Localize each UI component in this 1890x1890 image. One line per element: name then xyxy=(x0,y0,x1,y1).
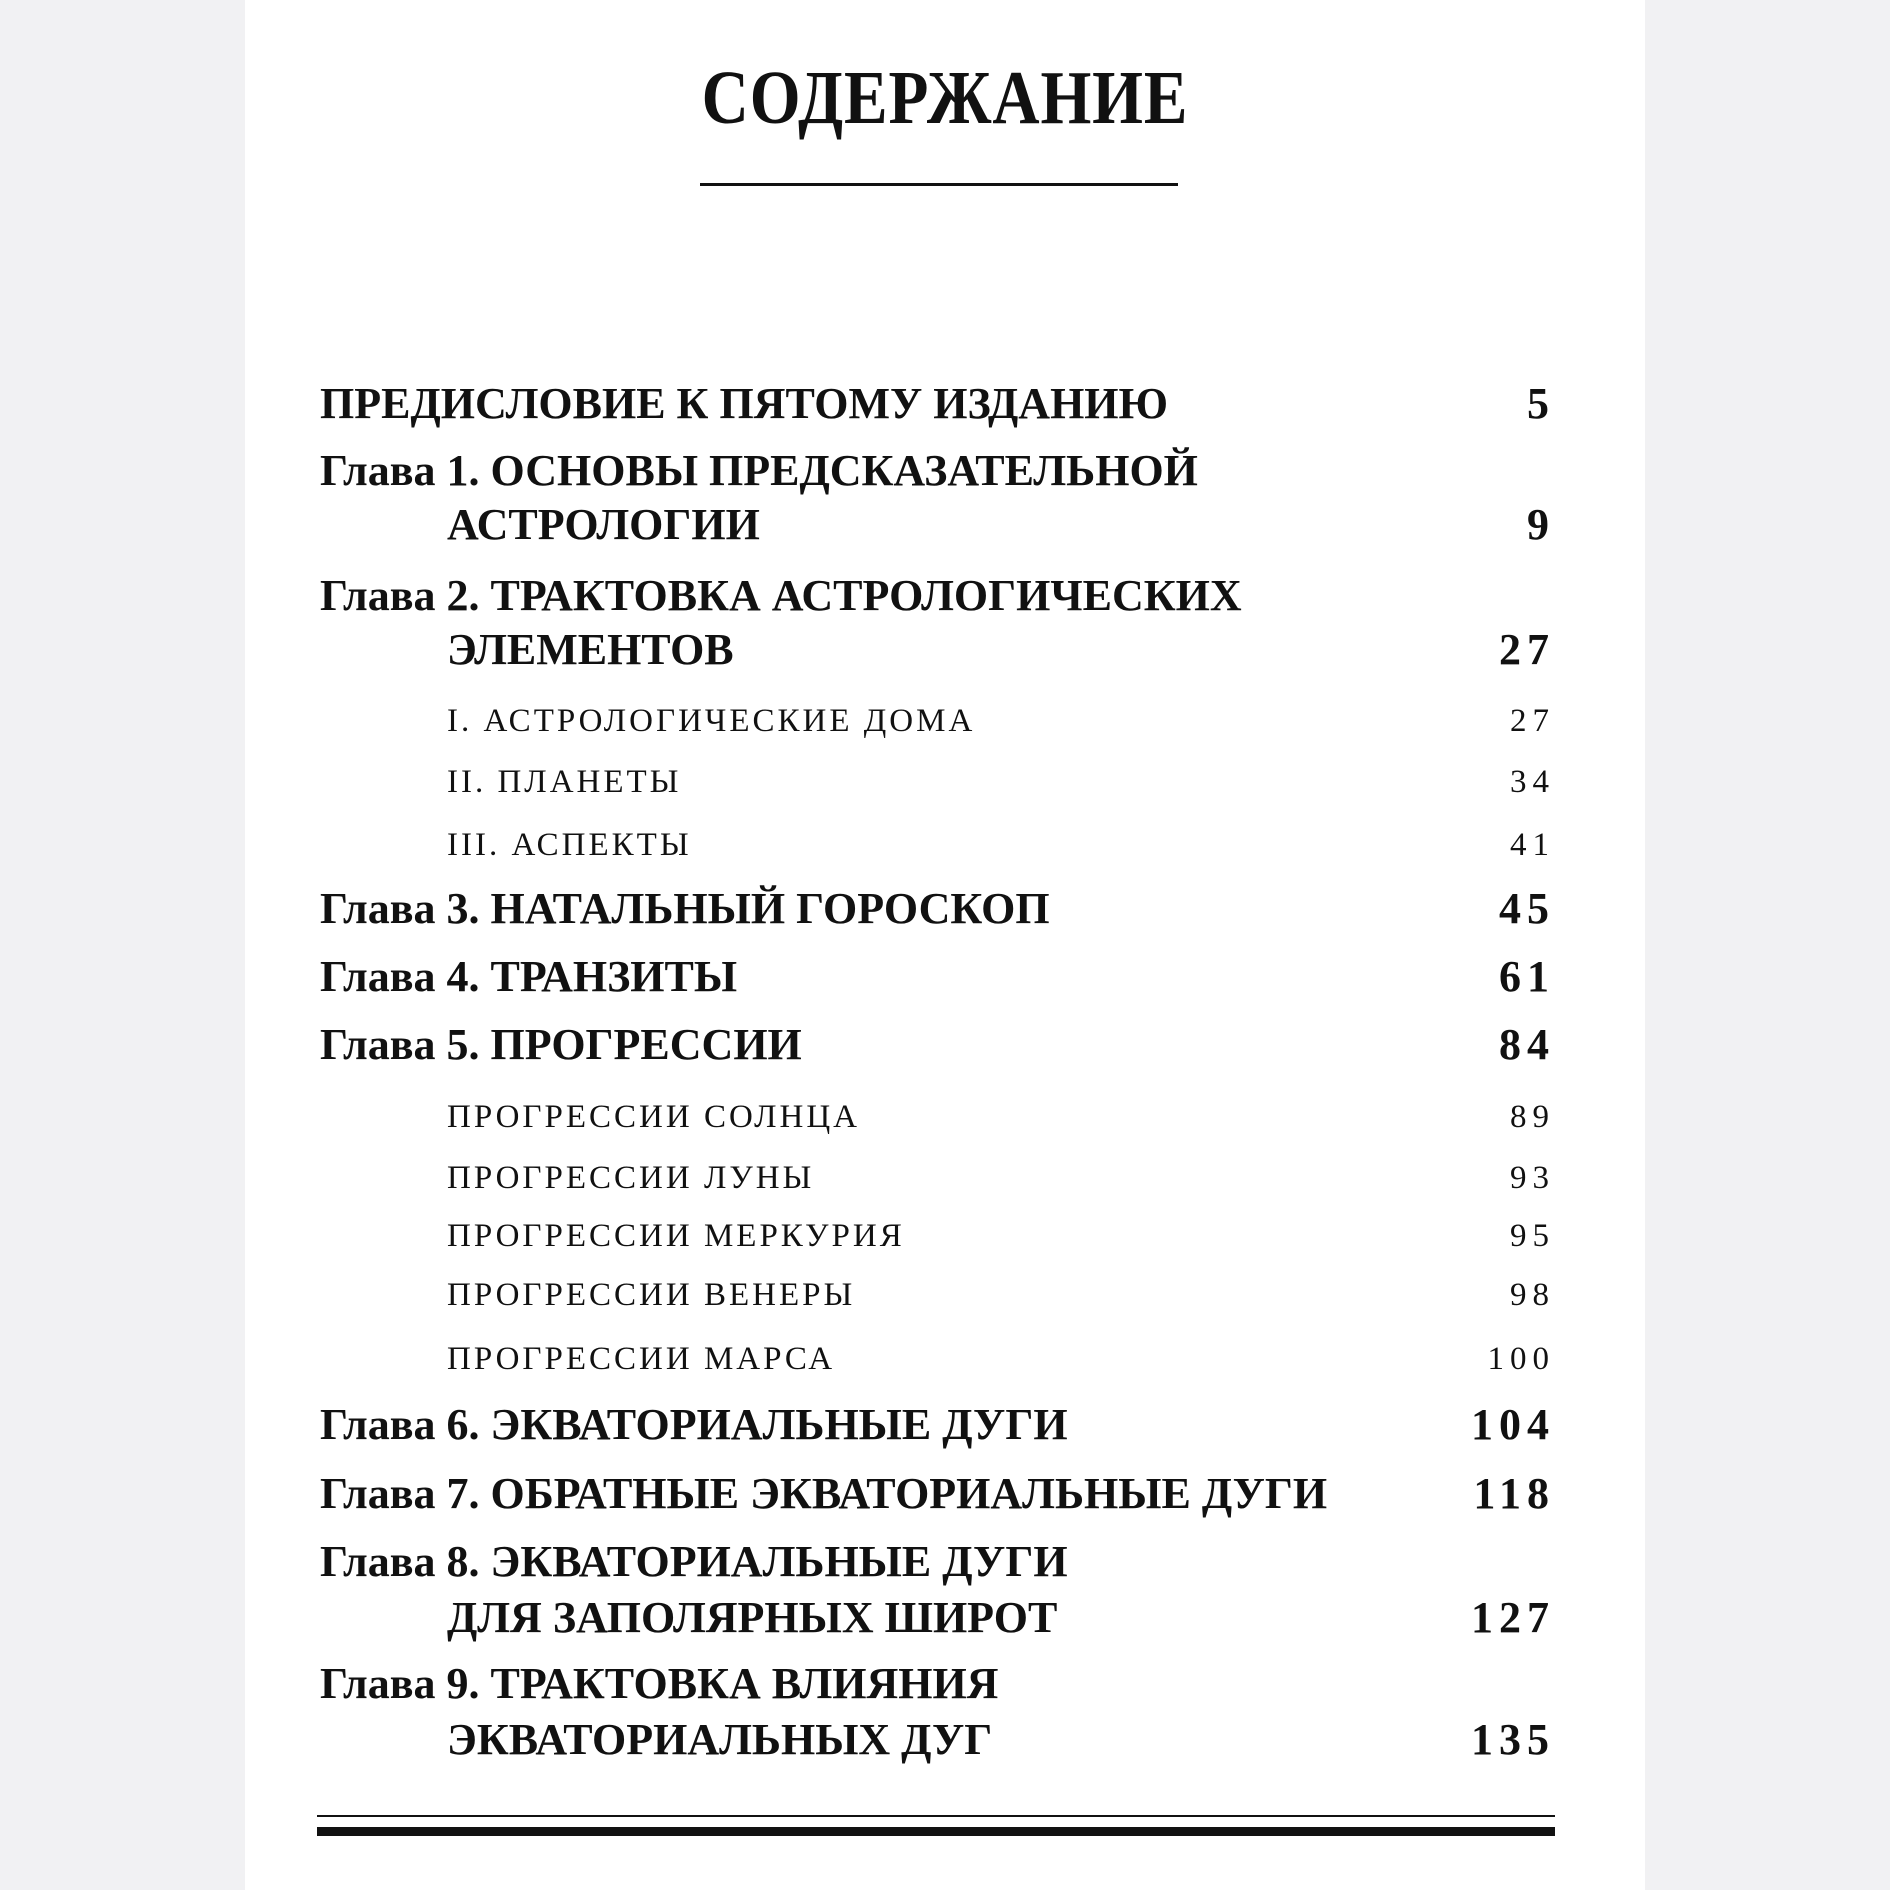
toc-subentry-page: 34 xyxy=(1510,764,1555,800)
toc-subentry-label: ПРОГРЕССИИ МЕРКУРИЯ xyxy=(447,1218,905,1254)
toc-entry-label-continued: АСТРОЛОГИИ xyxy=(447,500,760,549)
toc-subentry-page: 100 xyxy=(1487,1341,1555,1377)
toc-entry-label: Глава 2. ТРАКТОВКА АСТРОЛОГИЧЕСКИХ xyxy=(320,571,1242,620)
toc-entry-page: 104 xyxy=(1471,1400,1555,1449)
toc-entry-page: 84 xyxy=(1499,1020,1555,1069)
toc-entry-page: 5 xyxy=(1527,379,1555,428)
toc-entry-page: 118 xyxy=(1473,1469,1555,1518)
toc-entry-chapter-1 xyxy=(320,443,1555,503)
toc-entry-chapter-6 xyxy=(320,1397,1555,1457)
toc-entry-label: Глава 3. НАТАЛЬНЫЙ ГОРОСКОП xyxy=(320,884,1050,933)
toc-entry-chapter-7 xyxy=(320,1466,1555,1526)
toc-subentry-planets xyxy=(320,760,1555,820)
toc-subentry-mars xyxy=(320,1337,1555,1397)
toc-subentry-label: ПРОГРЕССИИ МАРСА xyxy=(447,1341,836,1377)
book-page xyxy=(245,0,1645,1890)
toc-entry-label-continued: ЭКВАТОРИАЛЬНЫХ ДУГ xyxy=(447,1715,993,1764)
toc-entry-label-continued: ЭЛЕМЕНТОВ xyxy=(447,625,734,674)
toc-entry-page: 127 xyxy=(1471,1593,1555,1642)
toc-entry-chapter-1-continued xyxy=(320,497,1555,557)
toc-entry-chapter-2 xyxy=(320,568,1555,628)
title-underline xyxy=(700,183,1178,186)
toc-subentry-label: ПРОГРЕССИИ СОЛНЦА xyxy=(447,1099,861,1135)
toc-entry-chapter-2-continued xyxy=(320,622,1555,682)
footer-rule-thick xyxy=(317,1827,1555,1836)
toc-entry-chapter-8-continued xyxy=(320,1590,1555,1650)
toc-subentry-label: ПРОГРЕССИИ ЛУНЫ xyxy=(447,1160,815,1196)
toc-entry-page: 9 xyxy=(1527,500,1555,549)
toc-entry-label: Глава 9. ТРАКТОВКА ВЛИЯНИЯ xyxy=(320,1659,999,1708)
toc-subentry-label: ПРОГРЕССИИ ВЕНЕРЫ xyxy=(447,1277,856,1313)
toc-entry-page: 135 xyxy=(1471,1715,1555,1764)
toc-subentry-aspects xyxy=(320,823,1555,883)
toc-entry-page: 61 xyxy=(1499,952,1555,1001)
toc-subentry-mercury xyxy=(320,1214,1555,1274)
toc-entry-chapter-8 xyxy=(320,1534,1555,1594)
toc-subentry-label: III. АСПЕКТЫ xyxy=(447,827,692,863)
toc-subentry-label: I. АСТРОЛОГИЧЕСКИЕ ДОМА xyxy=(447,703,976,739)
toc-entry-label: ПРЕДИСЛОВИЕ К ПЯТОМУ ИЗДАНИЮ xyxy=(320,379,1169,428)
toc-subentry-moon xyxy=(320,1156,1555,1216)
toc-entry-chapter-9 xyxy=(320,1656,1555,1716)
toc-entry-label: Глава 5. ПРОГРЕССИИ xyxy=(320,1020,802,1069)
toc-subentry-label: II. ПЛАНЕТЫ xyxy=(447,764,682,800)
toc-subentry-page: 98 xyxy=(1510,1277,1555,1313)
toc-subentry-venus xyxy=(320,1273,1555,1333)
toc-entry-chapter-3 xyxy=(320,881,1555,941)
toc-entry-chapter-4 xyxy=(320,949,1555,1009)
toc-subentry-sun xyxy=(320,1095,1555,1155)
toc-entry-page: 27 xyxy=(1499,625,1555,674)
toc-entry-label-continued: ДЛЯ ЗАПОЛЯРНЫХ ШИРОТ xyxy=(447,1593,1058,1642)
toc-subentry-page: 41 xyxy=(1510,827,1555,863)
toc-entry-label: Глава 8. ЭКВАТОРИАЛЬНЫЕ ДУГИ xyxy=(320,1537,1068,1586)
toc-entry-preface xyxy=(320,376,1555,436)
toc-entry-page: 45 xyxy=(1499,884,1555,933)
toc-subentry-page: 27 xyxy=(1510,703,1555,739)
toc-subentry-page: 95 xyxy=(1510,1218,1555,1254)
toc-entry-label: Глава 4. ТРАНЗИТЫ xyxy=(320,952,738,1001)
toc-subentry-page: 89 xyxy=(1510,1099,1555,1135)
toc-entry-label: Глава 1. ОСНОВЫ ПРЕДСКАЗАТЕЛЬНОЙ xyxy=(320,446,1198,495)
toc-entry-label: Глава 7. ОБРАТНЫЕ ЭКВАТОРИАЛЬНЫЕ ДУГИ xyxy=(320,1469,1328,1518)
page-title: СОДЕРЖАНИЕ xyxy=(701,56,1189,140)
toc-entry-chapter-9-continued xyxy=(320,1712,1555,1772)
toc-entry-label: Глава 6. ЭКВАТОРИАЛЬНЫЕ ДУГИ xyxy=(320,1400,1068,1449)
toc-subentry-page: 93 xyxy=(1510,1160,1555,1196)
toc-subentry-houses xyxy=(320,699,1555,759)
footer-rule-thin xyxy=(317,1815,1555,1817)
toc-entry-chapter-5 xyxy=(320,1017,1555,1077)
